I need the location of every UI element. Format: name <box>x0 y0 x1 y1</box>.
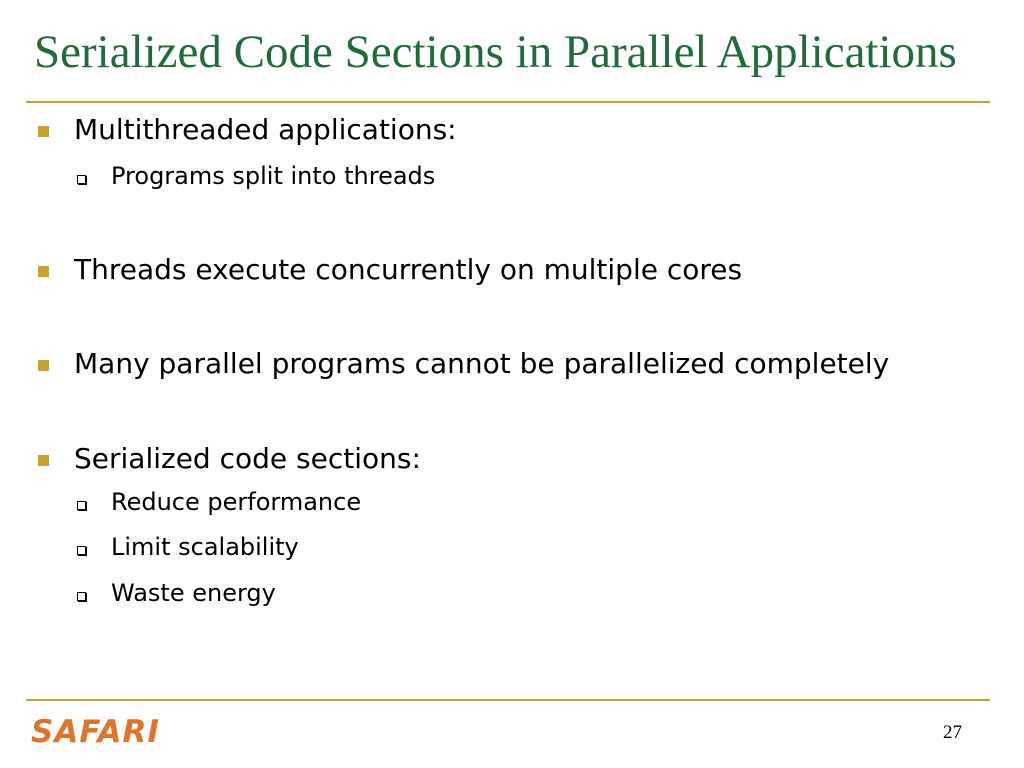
bullet-square-icon <box>38 266 49 277</box>
sub-bullet-item: Waste energy <box>111 579 276 607</box>
bullet-square-icon <box>38 455 49 466</box>
bullet-square-icon <box>38 126 49 137</box>
safari-logo: SAFARI <box>31 714 160 750</box>
page-number: 27 <box>943 722 962 743</box>
sub-bullet-box-icon <box>77 501 86 510</box>
slide-title: Serialized Code Sections in Parallel Applications <box>34 26 957 78</box>
sub-bullet-item: Reduce performance <box>111 488 362 516</box>
sub-bullet-box-icon <box>77 546 86 555</box>
sub-bullet-item: Limit scalability <box>111 533 299 561</box>
sub-bullet-box-icon <box>77 592 86 601</box>
sub-bullet-item: Programs split into threads <box>111 162 436 190</box>
bullet-square-icon <box>38 360 49 371</box>
bullet-item: Serialized code sections: <box>74 442 421 475</box>
sub-bullet-box-icon <box>77 175 86 184</box>
footer-rule <box>26 699 990 701</box>
bullet-item: Many parallel programs cannot be parallelized completely <box>74 347 890 380</box>
bullet-item: Multithreaded applications: <box>74 113 457 146</box>
bullet-item: Threads execute concurrently on multiple cores <box>74 253 743 286</box>
